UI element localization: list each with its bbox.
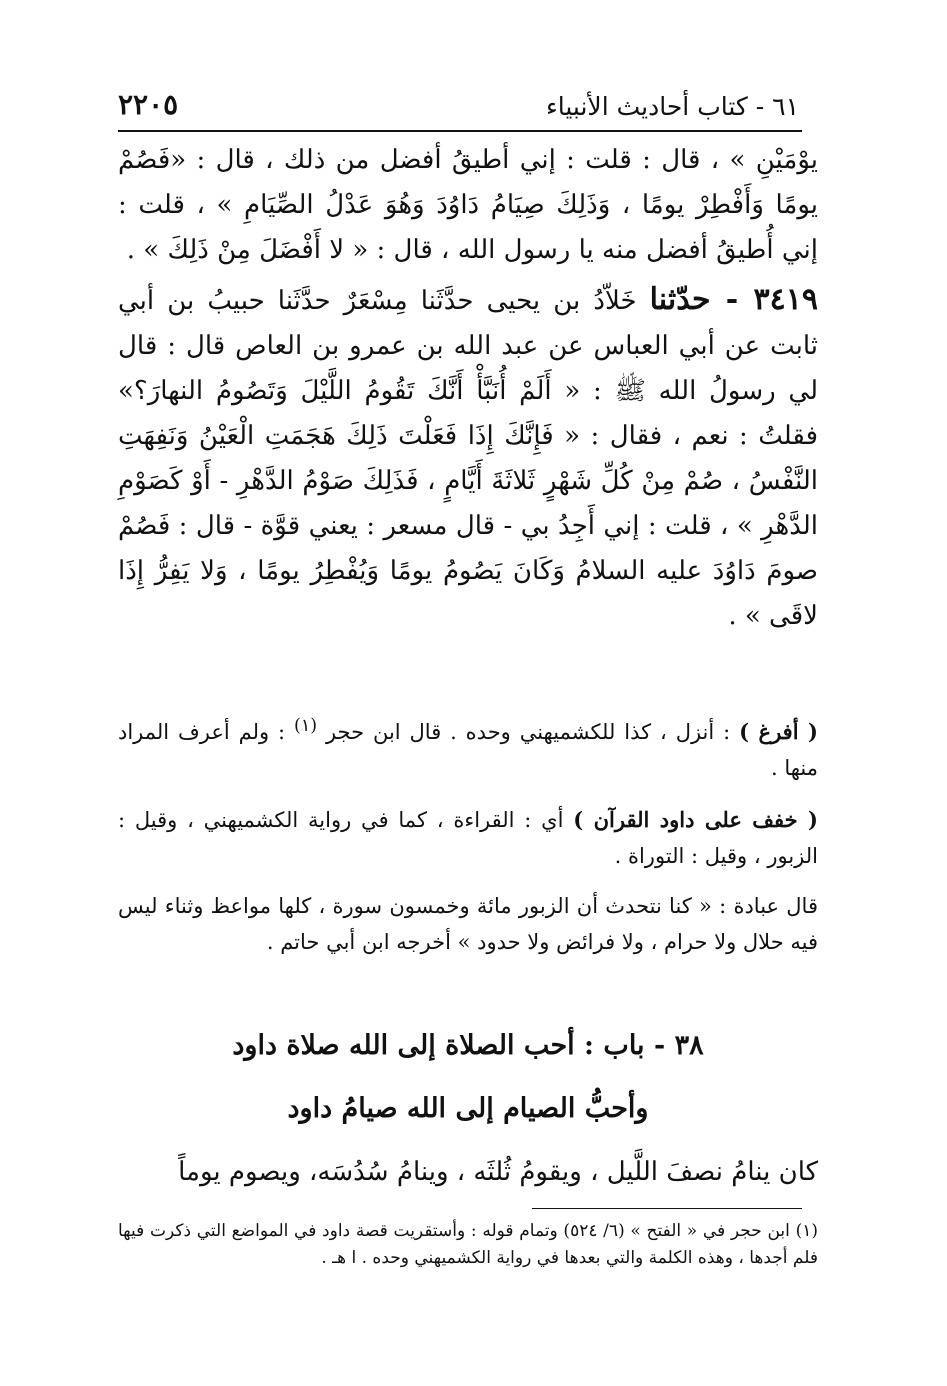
commentary-text-end: : ولم أعرف المراد منها .: [118, 720, 818, 780]
commentary-text: أي : القراءة ، كما في رواية الكشميهني ، وقيل : الزبور ، وقيل : التوراة .: [118, 808, 818, 868]
hadith-number: ٣٤١٩ - حدّثنا: [649, 282, 818, 317]
hadith-paragraph: [118, 277, 818, 639]
chapter-opening: [118, 1150, 818, 1195]
commentary-ubada: قال عبادة : « كنا نتحدث أن الزبور مائة وخمسون سورة ، كلها مواعظ وثناء ليس فيه حلال ولا حرام ، ولا فرائض ولا حدود » أخرجه ابن أبي حاتم .: [118, 894, 818, 954]
commentary-text: : أنزل ، كذا للكشميهني وحده . قال ابن حجر: [317, 720, 740, 744]
page-header: [118, 88, 799, 128]
commentary-khuffifa: [118, 802, 818, 874]
hadith-text: خَلاّدُ بن يحيى حدَّثَنا مِسْعَرٌ حدَّثَنا حبيبُ بن أبي ثابت عن أبي العباس عن عبد الله بن عمرو بن العاص قال : قال لي رسولُ الله ﷺ : « أَلَمْ أُنَبَّأْ أَنَّكَ تَقُومُ اللَّيْلَ وَتَصُومُ النهارَ؟» فقلتُ : نعم ، فقال : « فَإِنَّكَ إِذَا فَعَلْتَ ذَلِكَ هَجَمَتِ الْعَيْنُ وَنَفِهَتِ النَّفْسُ ، صُمْ مِنْ كُلِّ شَهْرٍ ثَلاثَةَ أَيَّامٍ ، فَذَلِكَ صَوْمُ الدَّهْرِ - أَوْ كَصَوْمِ الدَّهْرِ » ، قلت : إني أَجِدُ بي - قال مسعر : يعني قوَّة - قال : فَصُمْ صومَ دَاوُدَ عليه السلامُ وَكَانَ يَصُومُ يومًا وَيُفْطِرُ يومًا ، وَلا يَفِرُّ إِذَا لاقَى » .: [118, 286, 818, 631]
commentary-term: ( خفف على داود القرآن ): [573, 807, 818, 832]
continuation-paragraph: يوْمَيْنِ » ، قال : قلت : إني أطيقُ أفضل من ذلك ، قال : «فَصُمْ يومًا وَأَفْطِرْ يومًا ، وَذَلِكَ صِيَامُ دَاوُدَ وَهُوَ عَدْلُ الصِّيَامِ » ، قلت : إني أُطيقُ أفضل منه يا رسول الله ، قال : « لا أَفْضَلَ مِنْ ذَلِكَ » .: [118, 145, 818, 265]
header-rule: [118, 130, 802, 132]
commentary-afrigh: [118, 708, 818, 786]
chapter-opening-text: كان ينامُ نصفَ اللَّيل ، ويقومُ ثُلثَه ، وينامُ سُدُسَه، ويصوم يوماً: [178, 1157, 818, 1187]
page-number: ٢٢٠٥: [118, 88, 179, 121]
footnote: [118, 1218, 818, 1272]
running-title: ٦١ - كتاب أحاديث الأنبياء: [546, 92, 799, 121]
commentary-term: ( أفرغ ): [739, 719, 818, 744]
footnote-rule: [532, 1208, 802, 1209]
main-text: [118, 138, 818, 639]
footnote-reference: (١): [294, 716, 318, 736]
footnote-text: (١) ابن حجر في « الفتح » (٦/ ٥٢٤) وتمام قوله : وأستقريت قصة داود في المواضع التي ذكرت فيها فلم أجدها ، وهذه الكلمة والتي بعدها في رواية الكشميهني وحده . ا هـ .: [118, 1221, 818, 1268]
chapter-heading-line2: وأحبُّ الصيام إلى الله صيامُ داود: [287, 1093, 649, 1124]
chapter-heading-line1: ٣٨ - باب : أحب الصلاة إلى الله صلاة داود: [232, 1030, 704, 1061]
commentary-block: [118, 708, 818, 960]
